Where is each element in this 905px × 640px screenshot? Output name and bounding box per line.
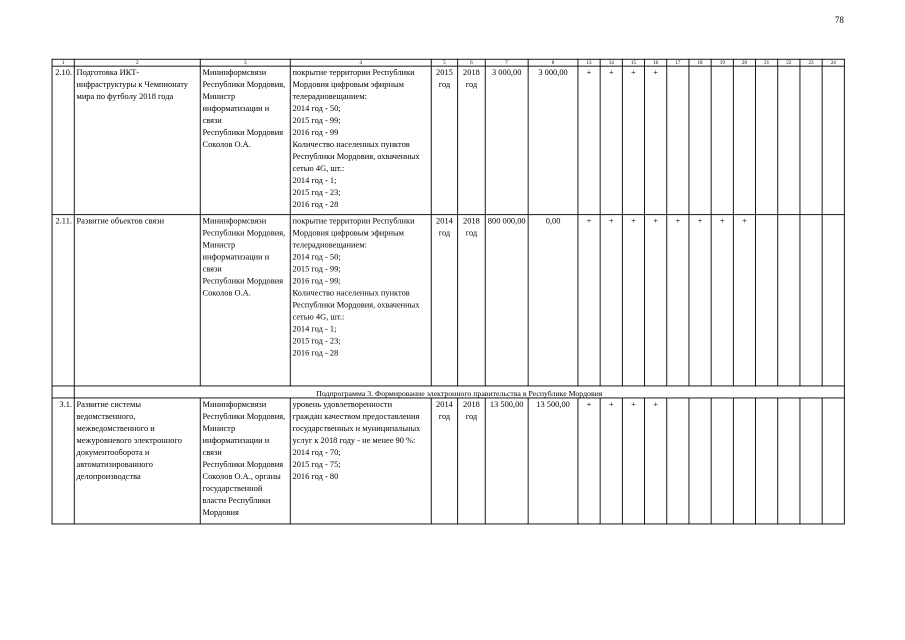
executor-line: власти Республики: [202, 495, 271, 505]
executor: [200, 215, 290, 386]
table-row: [52, 215, 844, 386]
amount-budget: 13 500,00: [528, 398, 578, 524]
start-year-line: 2014: [436, 216, 453, 226]
indicator-line: телерадиовещанием:: [292, 91, 367, 102]
header-row: [52, 59, 844, 66]
indicator: [290, 66, 431, 215]
indicator-line: 2014 год - 50;: [292, 252, 341, 262]
page-number: 78: [834, 15, 844, 25]
indicator: [290, 398, 431, 524]
schedule-mark: +: [600, 398, 622, 524]
schedule-mark: [733, 398, 755, 524]
indicator-line: 2016 год - 28: [292, 348, 339, 358]
indicator-line: Мордовия цифровым эфирным: [292, 228, 404, 238]
executor-line: Республики Мордовия,: [202, 228, 286, 238]
subprogram-row: [52, 386, 844, 398]
indicator-line: 2016 год - 28: [292, 199, 339, 210]
indicator-line: 2014 год - 1;: [292, 324, 337, 334]
schedule-mark: +: [622, 398, 644, 524]
indicator-line: граждан качеством предоставления: [292, 411, 420, 421]
schedule-mark: [756, 66, 778, 215]
column-number: 17: [667, 59, 689, 66]
schedule-mark: +: [689, 215, 711, 386]
measure-name-line: автоматизированного: [76, 459, 153, 469]
indicator-line: покрытие территории Республики: [292, 67, 415, 78]
column-number: 8: [528, 59, 578, 66]
start-year-line: 2014: [436, 399, 453, 409]
executor-line: связи: [202, 447, 222, 457]
executor-line: Мордовия: [202, 507, 239, 517]
indicator-line: 2016 год - 99: [292, 127, 339, 138]
measure-name-line: делопроизводства: [76, 471, 141, 481]
indicator-line: 2015 год - 23;: [292, 336, 341, 346]
column-number: 13: [578, 59, 600, 66]
start-year: [431, 215, 457, 386]
program-table: [52, 59, 845, 525]
start-year-line: год: [438, 228, 451, 238]
indicator-line: 2014 год - 70;: [292, 447, 341, 457]
schedule-mark: [756, 215, 778, 386]
row-number: [52, 386, 74, 398]
measure-name: [74, 398, 200, 524]
amount-total: 3 000,00: [485, 66, 528, 215]
column-number: 20: [733, 59, 755, 66]
schedule-mark: +: [622, 66, 644, 215]
end-year: [458, 398, 486, 524]
executor-line: Мининформсвязи: [202, 399, 267, 409]
indicator-line: 2016 год - 80: [292, 471, 339, 481]
executor: [200, 66, 290, 215]
amount-total: 800 000,00: [485, 215, 528, 386]
row-number: 3.1.: [52, 398, 74, 524]
schedule-mark: [800, 215, 822, 386]
executor: [200, 398, 290, 524]
indicator: [290, 215, 431, 386]
indicator-line: Республики Мордовия, охваченных: [292, 300, 420, 310]
amount-budget: 3 000,00: [528, 66, 578, 215]
column-number: 7: [485, 59, 528, 66]
start-year-line: год: [438, 411, 451, 421]
measure-name: [74, 66, 200, 215]
indicator-line: покрытие территории Республики: [292, 216, 415, 226]
column-number: 5: [431, 59, 457, 66]
end-year-line: год: [465, 228, 478, 238]
measure-name-line: Развитие объектов связи: [76, 216, 165, 226]
schedule-mark: +: [711, 215, 733, 386]
schedule-mark: [778, 398, 800, 524]
schedule-mark: +: [600, 66, 622, 215]
schedule-mark: +: [733, 215, 755, 386]
schedule-mark: +: [600, 215, 622, 386]
end-year-line: 2018: [463, 216, 480, 226]
start-year: [431, 398, 457, 524]
column-number: 22: [778, 59, 800, 66]
indicator-line: Республики Мордовия, охваченных: [292, 151, 420, 162]
schedule-mark: [667, 398, 689, 524]
indicator-line: сетью 4G, шт.:: [292, 163, 345, 174]
executor-line: Мининформсвязи: [202, 67, 267, 78]
column-number: 2: [74, 59, 200, 66]
schedule-mark: [711, 398, 733, 524]
schedule-mark: +: [667, 215, 689, 386]
schedule-mark: +: [578, 215, 600, 386]
schedule-mark: [711, 66, 733, 215]
executor-line: Соколов О.А.: [202, 139, 251, 150]
executor-line: Соколов О.А.: [202, 288, 251, 298]
schedule-mark: [733, 66, 755, 215]
measure-name: [74, 215, 200, 386]
measure-name-line: документооборота и: [76, 447, 150, 457]
measure-name-line: Подготовка ИКТ-: [76, 67, 140, 78]
schedule-mark: [778, 66, 800, 215]
executor-line: информатизации и: [202, 435, 270, 445]
schedule-mark: +: [578, 66, 600, 215]
start-year-line: год: [438, 79, 451, 90]
schedule-mark: +: [622, 215, 644, 386]
end-year: [458, 66, 486, 215]
amount-total: 13 500,00: [485, 398, 528, 524]
executor-line: информатизации и: [202, 103, 270, 114]
column-number: 6: [458, 59, 486, 66]
schedule-mark: [689, 398, 711, 524]
executor-line: Республики Мордовия: [202, 459, 284, 469]
schedule-mark: +: [645, 215, 667, 386]
executor-line: Республики Мордовия,: [202, 411, 286, 421]
column-number: 15: [622, 59, 644, 66]
indicator-line: 2015 год - 99;: [292, 264, 341, 274]
measure-name-line: межведомственного и: [76, 423, 155, 433]
column-number: 4: [290, 59, 431, 66]
column-number: 21: [756, 59, 778, 66]
schedule-mark: [800, 66, 822, 215]
schedule-mark: [822, 66, 844, 215]
column-number: 18: [689, 59, 711, 66]
table-row: [52, 66, 844, 215]
indicator-line: телерадиовещанием:: [292, 240, 367, 250]
indicator-line: услуг к 2018 году - не менее 90 %:: [292, 435, 416, 445]
measure-name-line: межуровневого электронного: [76, 435, 182, 445]
schedule-mark: [778, 215, 800, 386]
subprogram-title: Подпрограмма 3. Формирование электронного правительства в Республике Мордовия: [74, 386, 844, 398]
measure-name-line: ведомственного,: [76, 411, 136, 421]
executor-line: Соколов О.А., органы: [202, 471, 281, 481]
schedule-mark: [756, 398, 778, 524]
start-year-line: 2015: [436, 67, 453, 78]
column-number: 19: [711, 59, 733, 66]
indicator-line: 2015 год - 23;: [292, 187, 341, 198]
column-number: 1: [52, 59, 74, 66]
executor-line: Министр: [202, 423, 236, 433]
indicator-line: государственных и муниципальных: [292, 423, 421, 433]
measure-name-line: инфраструктуры к Чемпионату: [76, 79, 188, 90]
indicator-line: 2016 год - 99;: [292, 276, 341, 286]
executor-line: связи: [202, 115, 222, 126]
schedule-mark: +: [645, 66, 667, 215]
end-year-line: год: [465, 79, 478, 90]
measure-name-line: мира по футболу 2018 года: [76, 91, 174, 102]
column-number: 14: [600, 59, 622, 66]
schedule-mark: [667, 66, 689, 215]
schedule-mark: [822, 398, 844, 524]
column-number: 23: [800, 59, 822, 66]
executor-line: связи: [202, 264, 222, 274]
amount-budget: 0,00: [528, 215, 578, 386]
executor-line: Республики Мордовия: [202, 127, 284, 138]
start-year: [431, 66, 457, 215]
schedule-mark: [689, 66, 711, 215]
indicator-line: 2014 год - 50;: [292, 103, 341, 114]
measure-name-line: Развитие системы: [76, 399, 141, 409]
indicator-line: Количество населенных пунктов: [292, 139, 410, 150]
executor-line: Министр: [202, 91, 236, 102]
end-year: [458, 215, 486, 386]
schedule-mark: +: [578, 398, 600, 524]
end-year-line: год: [465, 411, 478, 421]
executor-line: Республики Мордовия: [202, 276, 284, 286]
indicator-line: 2015 год - 99;: [292, 115, 341, 126]
end-year-line: 2018: [463, 67, 480, 78]
table-row: [52, 398, 844, 524]
indicator-line: 2015 год - 75;: [292, 459, 341, 469]
end-year-line: 2018: [463, 399, 480, 409]
schedule-mark: [822, 215, 844, 386]
column-number: 3: [200, 59, 290, 66]
row-number: 2.11.: [52, 215, 74, 386]
indicator-line: сетью 4G, шт.:: [292, 312, 345, 322]
executor-line: информатизации и: [202, 252, 270, 262]
executor-line: Мининформсвязи: [202, 216, 267, 226]
indicator-line: 2014 год - 1;: [292, 175, 337, 186]
column-number: 16: [645, 59, 667, 66]
indicator-line: уровень удовлетворенности: [292, 399, 393, 409]
column-number: 24: [822, 59, 844, 66]
schedule-mark: +: [645, 398, 667, 524]
indicator-line: Количество населенных пунктов: [292, 288, 410, 298]
executor-line: Министр: [202, 240, 236, 250]
executor-line: Республики Мордовия,: [202, 79, 286, 90]
indicator-line: Мордовия цифровым эфирным: [292, 79, 404, 90]
executor-line: государственной: [202, 483, 263, 493]
schedule-mark: [800, 398, 822, 524]
row-number: 2.10.: [52, 66, 74, 215]
